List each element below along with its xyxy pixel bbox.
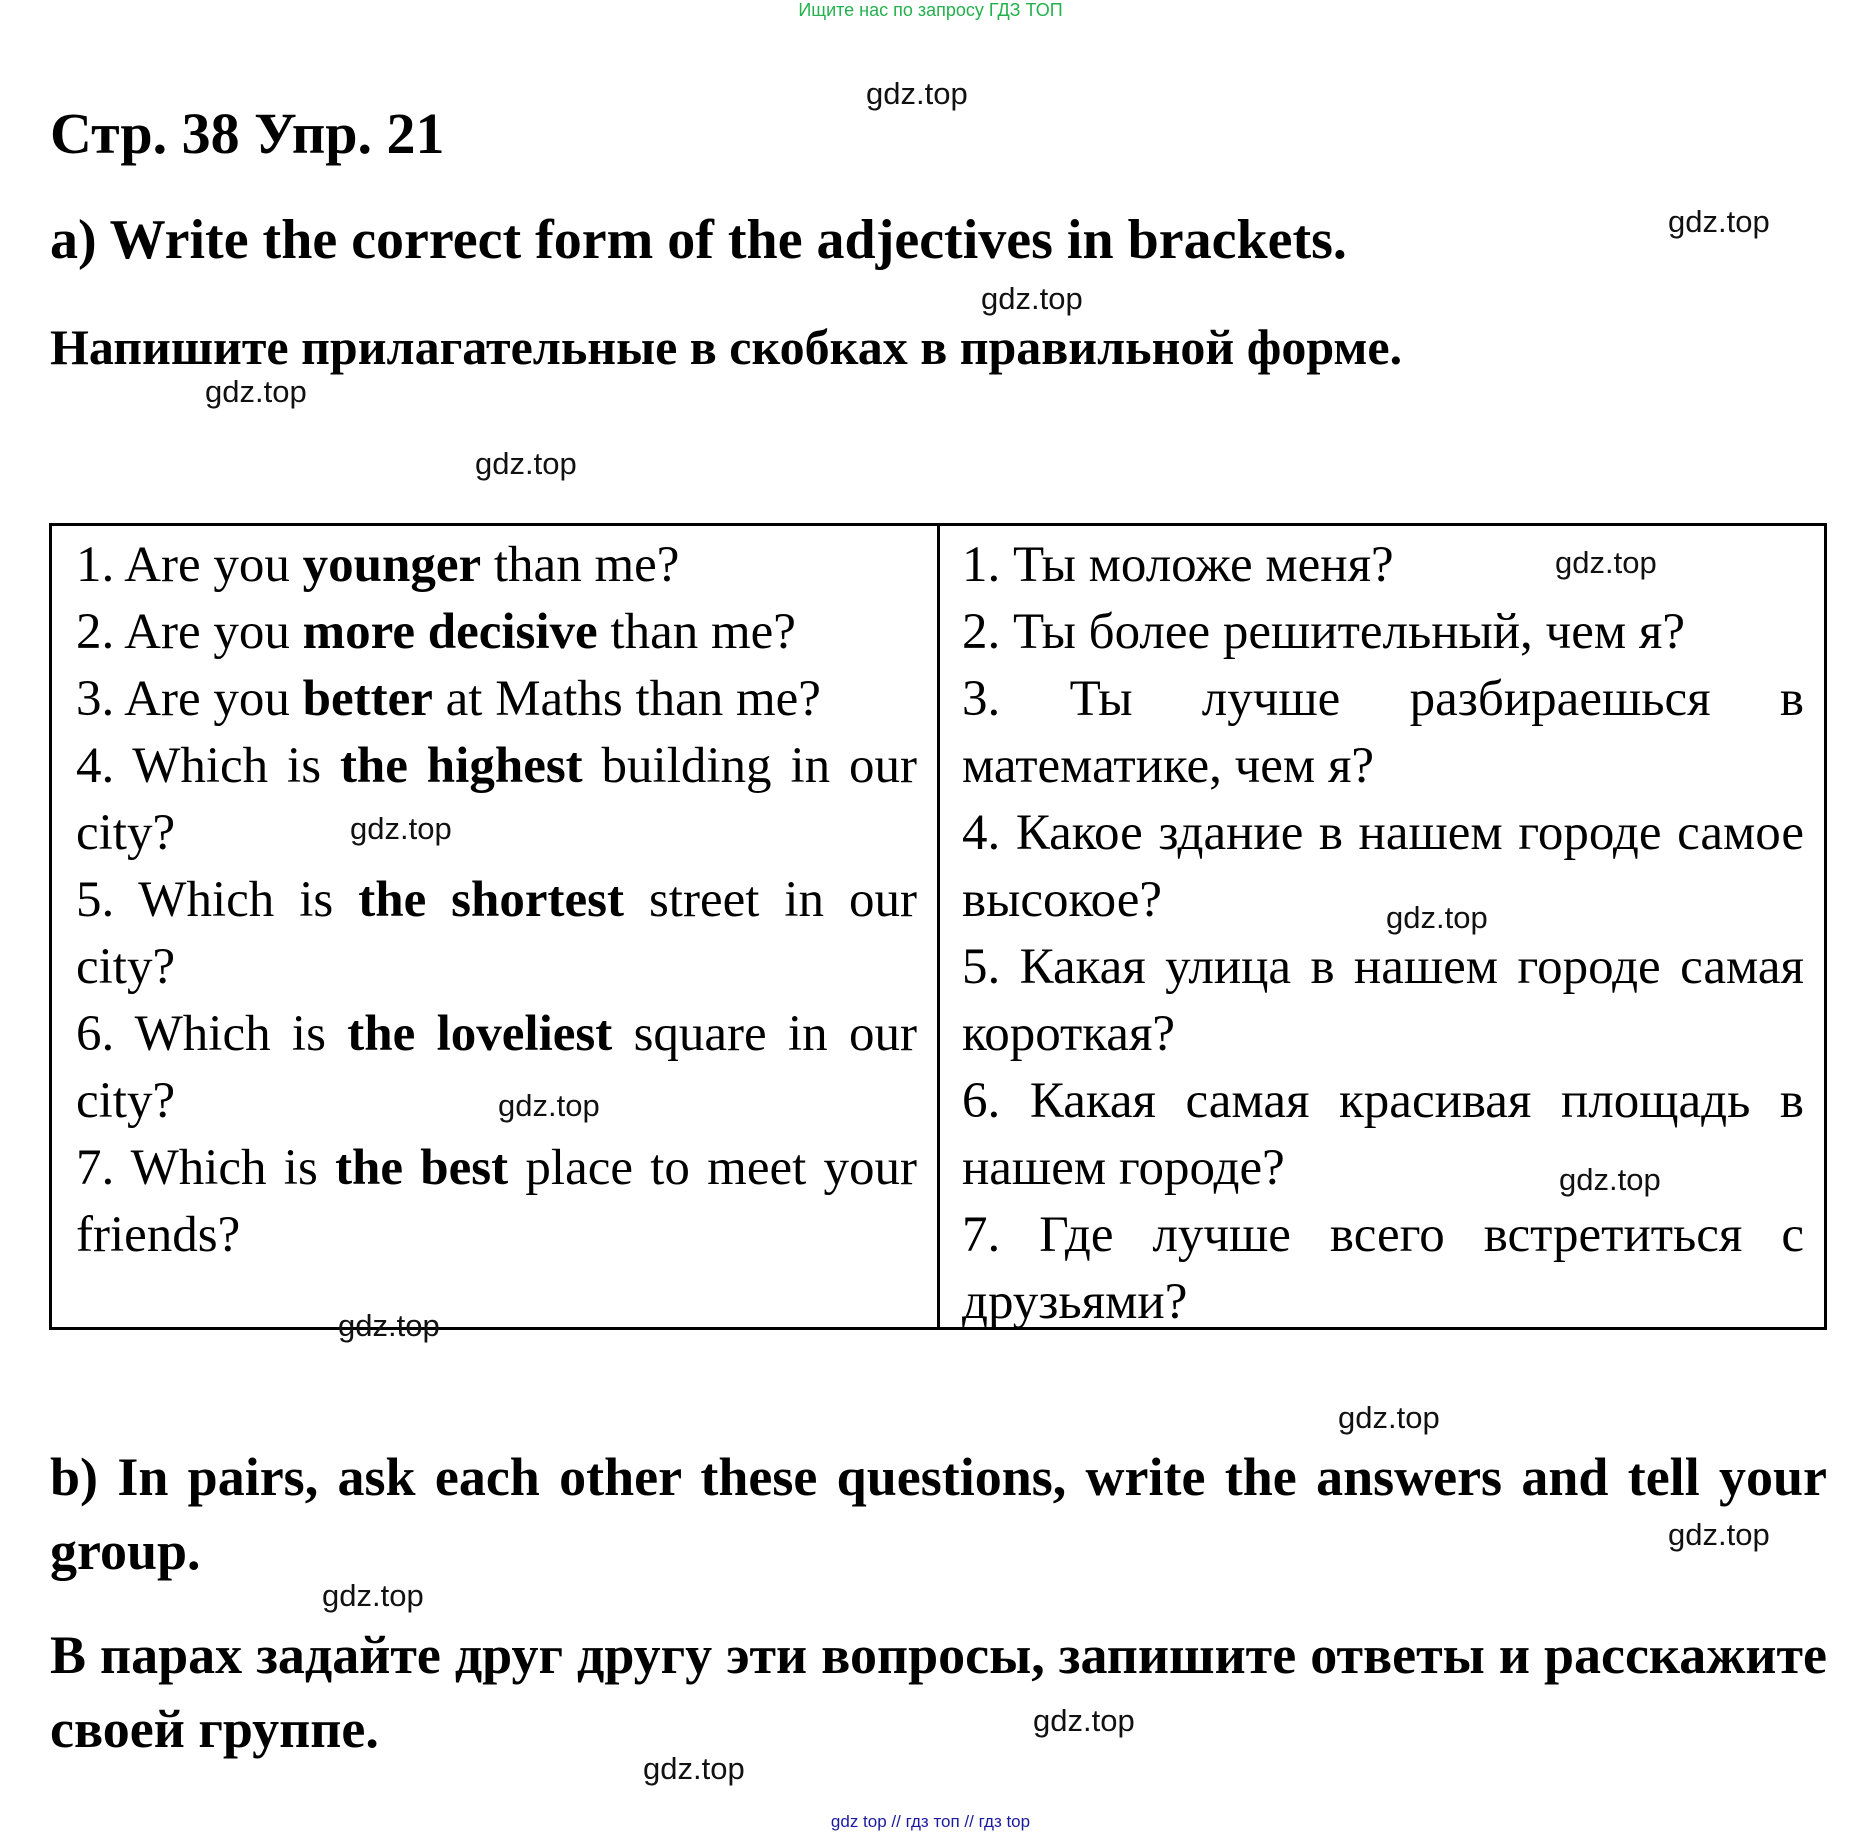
answers-table	[49, 523, 1827, 1330]
answer-en-3-adjective: better	[302, 671, 433, 727]
watermark: gdz.top	[1559, 1162, 1661, 1197]
task-a-instruction-ru: Напишите прилагательные в скобках в правильной форме.	[50, 319, 1403, 375]
watermark: gdz.top	[1555, 545, 1657, 580]
answer-ru-5: 5. Какая улица в нашем городе самая короткая?	[962, 939, 1804, 1062]
task-b-instruction-ru: В парах задайте друг другу эти вопросы, запишите ответы и расскажите своей группе.	[50, 1625, 1827, 1759]
watermark: gdz.top	[1338, 1400, 1440, 1435]
answer-en-5-adjective: the shortest	[358, 872, 624, 928]
answer-ru-3: 3. Ты лучше разбираешься в математике, чем я?	[962, 671, 1804, 794]
watermark: gdz.top	[1668, 204, 1770, 239]
answer-en-2-adjective: more decisive	[302, 604, 598, 660]
answers-column-en	[52, 526, 940, 1327]
watermark: gdz.top	[498, 1088, 600, 1123]
answer-en-2: 2. Are you more decisive than me?	[76, 604, 796, 660]
answer-en-7-adjective: the best	[335, 1140, 509, 1196]
watermark: gdz.top	[338, 1308, 440, 1343]
answer-ru-7: 7. Где лучше всего встретиться с друзьями?	[962, 1207, 1804, 1330]
task-b-instruction-en: b) In pairs, ask each other these questions, write the answers and tell your group.	[50, 1447, 1827, 1581]
watermark: gdz.top	[322, 1578, 424, 1613]
watermark: gdz.top	[1033, 1703, 1135, 1738]
watermark: gdz.top	[205, 374, 307, 409]
answer-en-3: 3. Are you better at Maths than me?	[76, 671, 821, 727]
search-hint-banner: Ищите нас по запросу ГДЗ ТОП	[798, 0, 1063, 20]
watermark: gdz.top	[981, 281, 1083, 316]
watermark: gdz.top	[350, 811, 452, 846]
answer-en-1-adjective: younger	[302, 537, 482, 593]
watermark: gdz.top	[1668, 1517, 1770, 1552]
answer-ru-4: 4. Какое здание в нашем городе самое высокое?	[962, 805, 1804, 928]
answer-en-6: 6. Which is the loveliest square in our city?	[76, 1006, 917, 1129]
answers-column-ru	[940, 526, 1824, 1330]
watermark: gdz.top	[475, 446, 577, 481]
answer-en-5: 5. Which is the shortest street in our city?	[76, 872, 917, 995]
answer-en-1: 1. Are you younger than me?	[76, 537, 680, 593]
watermark: gdz.top	[643, 1751, 745, 1786]
answer-en-6-adjective: the loveliest	[347, 1006, 613, 1062]
watermark: gdz.top	[1386, 900, 1488, 935]
footer-links: gdz top // гдз топ // гдз top	[830, 1812, 1031, 1831]
answer-ru-6: 6. Какая самая красивая площадь в нашем городе?	[962, 1073, 1804, 1196]
watermark: gdz.top	[866, 76, 968, 111]
answer-en-7: 7. Which is the best place to meet your friends?	[76, 1140, 917, 1263]
answer-en-4-adjective: the highest	[339, 738, 583, 794]
page-title: Стр. 38 Упр. 21	[50, 101, 445, 166]
task-a-instruction-en: a) Write the correct form of the adjectives in brackets.	[50, 209, 1347, 271]
answer-ru-2: 2. Ты более решительный, чем я?	[962, 604, 1685, 660]
answer-ru-1: 1. Ты моложе меня?	[962, 537, 1394, 593]
answer-en-4: 4. Which is the highest building in our city?	[76, 738, 917, 861]
